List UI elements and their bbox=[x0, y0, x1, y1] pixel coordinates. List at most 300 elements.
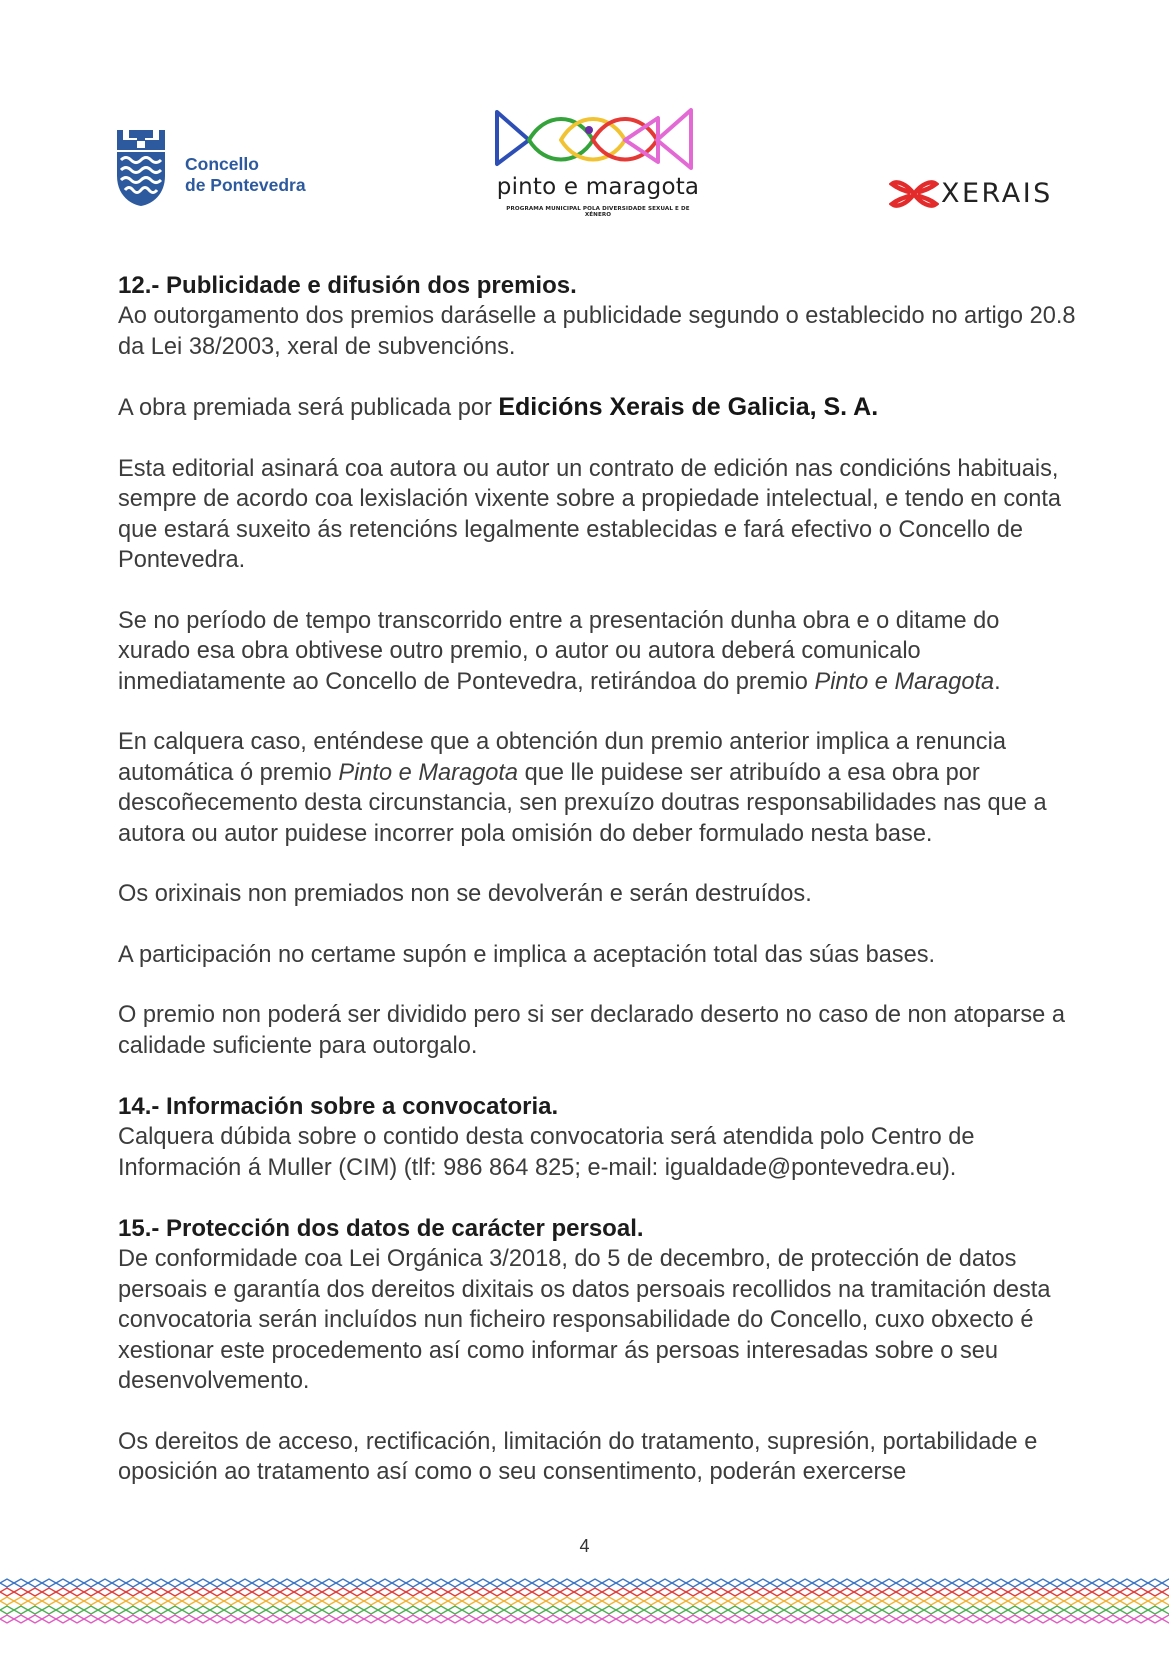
border-fish-shape bbox=[126, 1615, 140, 1623]
border-fish-shape bbox=[966, 1588, 980, 1596]
border-fish-shape bbox=[854, 1615, 868, 1623]
border-fish-shape bbox=[742, 1615, 756, 1623]
border-fish-shape bbox=[378, 1579, 392, 1587]
border-fish-shape bbox=[350, 1588, 364, 1596]
border-fish-shape bbox=[210, 1579, 224, 1587]
border-fish-shape bbox=[868, 1597, 882, 1605]
border-fish-shape bbox=[336, 1606, 350, 1614]
border-fish-shape bbox=[98, 1606, 112, 1614]
border-fish-shape bbox=[28, 1588, 42, 1596]
border-fish-shape bbox=[588, 1588, 602, 1596]
border-fish-shape bbox=[168, 1579, 182, 1587]
section-14-heading: 14.- Información sobre a convocatoria. bbox=[118, 1093, 559, 1120]
border-fish-shape bbox=[756, 1615, 770, 1623]
border-fish-shape bbox=[420, 1579, 434, 1587]
border-fish-shape bbox=[840, 1606, 854, 1614]
pontevedra-shield-icon bbox=[117, 130, 165, 206]
border-fish-shape bbox=[84, 1606, 98, 1614]
border-fish-shape bbox=[1120, 1579, 1134, 1587]
border-fish-shape bbox=[0, 1606, 14, 1614]
border-fish-shape bbox=[994, 1588, 1008, 1596]
border-fish-shape bbox=[882, 1606, 896, 1614]
border-fish-shape bbox=[630, 1588, 644, 1596]
border-fish-shape bbox=[644, 1588, 658, 1596]
border-fish-shape bbox=[28, 1597, 42, 1605]
border-fish-shape bbox=[126, 1597, 140, 1605]
border-fish-shape bbox=[294, 1597, 308, 1605]
border-fish-shape bbox=[812, 1588, 826, 1596]
border-fish-shape bbox=[714, 1579, 728, 1587]
section-15-paragraph-1: De conformidade coa Lei Orgánica 3/2018, do 5 de decembro, de protección de datos persoais e garantía dos dereitos dixitais os datos persoais recollidos na tramitación desta convocatoria serán incluídos nun ficheiro responsabilidade do Concello, cuxo obxecto é xestionar este procedemento así como informar ás persoas interesadas sobre o seu desenvolvemento. bbox=[118, 1246, 1051, 1394]
border-fish-shape bbox=[490, 1597, 504, 1605]
border-fish-shape bbox=[630, 1606, 644, 1614]
border-fish-shape bbox=[154, 1597, 168, 1605]
border-fish-shape bbox=[224, 1606, 238, 1614]
border-fish-shape bbox=[84, 1588, 98, 1596]
border-fish-shape bbox=[574, 1588, 588, 1596]
border-fish-shape bbox=[588, 1606, 602, 1614]
border-fish-shape bbox=[378, 1597, 392, 1605]
border-fish-shape bbox=[1120, 1588, 1134, 1596]
border-fish-shape bbox=[1120, 1615, 1134, 1623]
border-fish-shape bbox=[56, 1597, 70, 1605]
border-fish-shape bbox=[140, 1615, 154, 1623]
border-fish-shape bbox=[1134, 1579, 1148, 1587]
border-fish-shape bbox=[280, 1579, 294, 1587]
border-fish-shape bbox=[224, 1588, 238, 1596]
border-fish-shape bbox=[686, 1615, 700, 1623]
border-fish-shape bbox=[644, 1615, 658, 1623]
border-fish-shape bbox=[182, 1597, 196, 1605]
border-fish-shape bbox=[252, 1588, 266, 1596]
border-fish-shape bbox=[266, 1606, 280, 1614]
border-fish-shape bbox=[70, 1579, 84, 1587]
border-fish-shape bbox=[742, 1588, 756, 1596]
border-fish-shape bbox=[1078, 1597, 1092, 1605]
border-fish-shape bbox=[84, 1597, 98, 1605]
border-fish-shape bbox=[560, 1597, 574, 1605]
border-fish-shape bbox=[868, 1615, 882, 1623]
border-fish-shape bbox=[126, 1579, 140, 1587]
border-fish-shape bbox=[742, 1597, 756, 1605]
section-15-heading: 15.- Protección dos datos de carácter persoal. bbox=[118, 1215, 644, 1242]
border-fish-shape bbox=[490, 1579, 504, 1587]
border-fish-shape bbox=[1134, 1615, 1148, 1623]
border-fish-shape bbox=[658, 1606, 672, 1614]
border-fish-shape bbox=[140, 1597, 154, 1605]
border-fish-shape bbox=[728, 1588, 742, 1596]
border-fish-shape bbox=[756, 1606, 770, 1614]
border-fish-shape bbox=[70, 1588, 84, 1596]
border-fish-shape bbox=[616, 1606, 630, 1614]
border-fish-shape bbox=[1092, 1615, 1106, 1623]
border-fish-shape bbox=[70, 1606, 84, 1614]
border-fish-shape bbox=[1148, 1579, 1162, 1587]
border-fish-shape bbox=[224, 1597, 238, 1605]
border-fish-shape bbox=[630, 1615, 644, 1623]
border-fish-shape bbox=[406, 1579, 420, 1587]
border-fish-shape bbox=[196, 1579, 210, 1587]
fish-chain-icon bbox=[493, 106, 703, 172]
border-fish-shape bbox=[770, 1579, 784, 1587]
border-fish-shape bbox=[238, 1606, 252, 1614]
border-fish-shape bbox=[672, 1615, 686, 1623]
border-fish-shape bbox=[574, 1606, 588, 1614]
border-fish-shape bbox=[210, 1615, 224, 1623]
border-fish-shape bbox=[294, 1588, 308, 1596]
border-fish-shape bbox=[658, 1597, 672, 1605]
border-fish-shape bbox=[322, 1597, 336, 1605]
border-fish-shape bbox=[70, 1615, 84, 1623]
border-fish-shape bbox=[812, 1615, 826, 1623]
border-fish-shape bbox=[826, 1606, 840, 1614]
border-fish-shape bbox=[336, 1615, 350, 1623]
border-fish-shape bbox=[672, 1579, 686, 1587]
border-fish-shape bbox=[308, 1588, 322, 1596]
border-fish-shape bbox=[784, 1579, 798, 1587]
border-fish-shape bbox=[56, 1588, 70, 1596]
border-fish-shape bbox=[1050, 1615, 1064, 1623]
border-fish-shape bbox=[462, 1588, 476, 1596]
border-fish-shape bbox=[630, 1597, 644, 1605]
border-fish-shape bbox=[518, 1606, 532, 1614]
section-12-paragraph-3: Esta editorial asinará coa autora ou autor un contrato de edición nas condicións habituais, sempre de acordo coa lexislación vixente sobre a propiedade intelectual, e tendo en conta que estará suxeito ás retencións legalmente establecidas e fará efectivo o Concello de Pontevedra. bbox=[118, 455, 1062, 573]
border-fish-shape bbox=[658, 1579, 672, 1587]
border-fish-shape bbox=[560, 1615, 574, 1623]
border-fish-shape bbox=[966, 1615, 980, 1623]
border-fish-shape bbox=[728, 1606, 742, 1614]
border-fish-shape bbox=[1148, 1615, 1162, 1623]
border-fish-shape bbox=[350, 1606, 364, 1614]
border-fish-shape bbox=[952, 1597, 966, 1605]
border-fish-shape bbox=[868, 1588, 882, 1596]
border-fish-shape bbox=[210, 1597, 224, 1605]
border-fish-shape bbox=[182, 1606, 196, 1614]
border-fish-shape bbox=[1064, 1597, 1078, 1605]
border-fish-shape bbox=[84, 1579, 98, 1587]
border-fish-shape bbox=[196, 1588, 210, 1596]
border-fish-shape bbox=[910, 1606, 924, 1614]
border-fish-shape bbox=[28, 1606, 42, 1614]
border-fish-shape bbox=[420, 1615, 434, 1623]
paragraph-5-end: que lle puidese ser atribuído a esa obra por descoñecemento desta circunstancia, sen prexuízo doutras responsabilidades nas que a autora ou autor puidese incorrer pola omisión do deber formulado nesta base. bbox=[118, 759, 1047, 847]
border-fish-shape bbox=[112, 1606, 126, 1614]
border-fish-shape bbox=[56, 1579, 70, 1587]
border-fish-shape bbox=[910, 1615, 924, 1623]
border-fish-shape bbox=[1148, 1597, 1162, 1605]
border-fish-shape bbox=[1120, 1606, 1134, 1614]
border-fish-shape bbox=[1050, 1606, 1064, 1614]
border-fish-shape bbox=[980, 1579, 994, 1587]
border-fish-shape bbox=[14, 1588, 28, 1596]
border-fish-shape bbox=[1106, 1588, 1120, 1596]
border-fish-shape bbox=[966, 1579, 980, 1587]
border-fish-shape bbox=[420, 1606, 434, 1614]
border-fish-shape bbox=[840, 1588, 854, 1596]
border-fish-shape bbox=[854, 1579, 868, 1587]
border-fish-shape bbox=[182, 1579, 196, 1587]
border-fish-shape bbox=[210, 1606, 224, 1614]
document-body bbox=[118, 270, 1078, 1488]
border-fish-shape bbox=[938, 1579, 952, 1587]
border-fish-shape bbox=[588, 1579, 602, 1587]
border-fish-shape bbox=[1036, 1588, 1050, 1596]
border-fish-shape bbox=[518, 1579, 532, 1587]
border-fish-shape bbox=[420, 1588, 434, 1596]
border-fish-shape bbox=[1148, 1588, 1162, 1596]
border-fish-shape bbox=[1022, 1597, 1036, 1605]
border-fish-shape bbox=[476, 1615, 490, 1623]
border-fish-shape bbox=[742, 1579, 756, 1587]
border-fish-shape bbox=[574, 1579, 588, 1587]
border-fish-shape bbox=[378, 1588, 392, 1596]
border-fish-shape bbox=[1162, 1615, 1169, 1623]
border-fish-shape bbox=[980, 1615, 994, 1623]
border-fish-shape bbox=[168, 1615, 182, 1623]
border-fish-shape bbox=[252, 1606, 266, 1614]
border-fish-shape bbox=[882, 1579, 896, 1587]
border-fish-shape bbox=[672, 1597, 686, 1605]
border-fish-shape bbox=[602, 1615, 616, 1623]
border-fish-shape bbox=[322, 1615, 336, 1623]
border-fish-shape bbox=[364, 1588, 378, 1596]
border-fish-shape bbox=[392, 1588, 406, 1596]
border-fish-shape bbox=[448, 1588, 462, 1596]
border-fish-shape bbox=[196, 1615, 210, 1623]
border-fish-shape bbox=[364, 1606, 378, 1614]
border-fish-shape bbox=[182, 1588, 196, 1596]
border-fish-shape bbox=[280, 1597, 294, 1605]
border-fish-shape bbox=[700, 1615, 714, 1623]
border-fish-shape bbox=[728, 1597, 742, 1605]
border-fish-shape bbox=[812, 1597, 826, 1605]
border-fish-shape bbox=[966, 1606, 980, 1614]
border-fish-shape bbox=[196, 1597, 210, 1605]
section-12-heading: 12.- Publicidade e difusión dos premios. bbox=[118, 272, 577, 299]
border-fish-shape bbox=[784, 1588, 798, 1596]
border-fish-shape bbox=[98, 1615, 112, 1623]
border-fish-shape bbox=[266, 1597, 280, 1605]
border-fish-shape bbox=[14, 1606, 28, 1614]
border-fish-shape bbox=[406, 1597, 420, 1605]
border-fish-shape bbox=[224, 1579, 238, 1587]
border-fish-shape bbox=[560, 1579, 574, 1587]
border-fish-shape bbox=[140, 1579, 154, 1587]
border-fish-shape bbox=[336, 1588, 350, 1596]
border-fish-shape bbox=[448, 1615, 462, 1623]
border-fish-shape bbox=[560, 1606, 574, 1614]
xerais-logo bbox=[889, 176, 1079, 216]
border-fish-shape bbox=[546, 1588, 560, 1596]
border-fish-shape bbox=[434, 1606, 448, 1614]
border-fish-shape bbox=[686, 1606, 700, 1614]
border-fish-shape bbox=[364, 1615, 378, 1623]
border-fish-shape bbox=[98, 1597, 112, 1605]
border-fish-shape bbox=[518, 1615, 532, 1623]
border-fish-shape bbox=[784, 1597, 798, 1605]
border-fish-shape bbox=[238, 1579, 252, 1587]
prize-name: Pinto e Maragota bbox=[814, 668, 995, 695]
border-fish-shape bbox=[1092, 1588, 1106, 1596]
border-fish-shape bbox=[476, 1606, 490, 1614]
section-12-paragraph-1: Ao outorgamento dos premios daráselle a publicidade segundo o establecido no artigo 20.8 da Lei 38/2003, xeral de subvencións. bbox=[118, 303, 1076, 360]
border-fish-shape bbox=[546, 1597, 560, 1605]
border-fish-shape bbox=[1120, 1597, 1134, 1605]
border-fish-shape bbox=[392, 1606, 406, 1614]
border-fish-shape bbox=[798, 1588, 812, 1596]
border-fish-shape bbox=[700, 1606, 714, 1614]
border-fish-shape bbox=[910, 1579, 924, 1587]
border-fish-shape bbox=[546, 1579, 560, 1587]
border-fish-shape bbox=[672, 1588, 686, 1596]
border-fish-shape bbox=[28, 1579, 42, 1587]
border-fish-shape bbox=[924, 1615, 938, 1623]
border-fish-shape bbox=[644, 1579, 658, 1587]
border-fish-shape bbox=[938, 1606, 952, 1614]
border-fish-shape bbox=[322, 1579, 336, 1587]
border-fish-shape bbox=[168, 1588, 182, 1596]
border-fish-shape bbox=[280, 1588, 294, 1596]
border-fish-shape bbox=[616, 1588, 630, 1596]
border-fish-shape bbox=[1036, 1597, 1050, 1605]
border-fish-shape bbox=[1078, 1615, 1092, 1623]
paragraph-5-text: En calquera caso, enténdese que a obtención dun premio anterior implica a renuncia automática ó premio bbox=[118, 729, 1006, 786]
xerais-butterfly-icon bbox=[889, 176, 939, 212]
border-fish-shape bbox=[770, 1588, 784, 1596]
border-fish-shape bbox=[1050, 1597, 1064, 1605]
border-fish-shape bbox=[112, 1615, 126, 1623]
border-fish-shape bbox=[294, 1606, 308, 1614]
border-fish-shape bbox=[798, 1579, 812, 1587]
border-fish-shape bbox=[714, 1588, 728, 1596]
border-fish-shape bbox=[504, 1588, 518, 1596]
border-fish-shape bbox=[476, 1579, 490, 1587]
border-fish-shape bbox=[98, 1579, 112, 1587]
border-fish-shape bbox=[1022, 1606, 1036, 1614]
border-fish-shape bbox=[896, 1588, 910, 1596]
border-fish-shape bbox=[56, 1606, 70, 1614]
border-fish-shape bbox=[994, 1579, 1008, 1587]
pinto-logo-subtitle: PROGRAMA MUNICIPAL POLA DIVERSIDADE SEXUAL E DE XÉNERO bbox=[506, 206, 690, 218]
border-fish-shape bbox=[1092, 1606, 1106, 1614]
border-fish-shape bbox=[686, 1579, 700, 1587]
page-number: 4 bbox=[579, 1536, 590, 1556]
publisher-sentence: A obra premiada será publicada por bbox=[118, 395, 499, 421]
border-fish-shape bbox=[84, 1615, 98, 1623]
border-fish-shape bbox=[0, 1579, 14, 1587]
section-12-paragraph-8: O premio non poderá ser dividido pero si ser declarado deserto no caso de non atoparse a calidade suficiente para outorgalo. bbox=[118, 1002, 1065, 1059]
section-14-paragraph-1: Calquera dúbida sobre o contido desta convocatoria será atendida polo Centro de Información á Muller (CIM) (tlf: 986 864 825; e-mail: igualdade@pontevedra.eu). bbox=[118, 1124, 975, 1181]
border-fish-shape bbox=[14, 1579, 28, 1587]
border-fish-shape bbox=[588, 1615, 602, 1623]
border-fish-shape bbox=[714, 1597, 728, 1605]
border-fish-shape bbox=[266, 1579, 280, 1587]
border-fish-shape bbox=[322, 1606, 336, 1614]
border-fish-shape bbox=[504, 1606, 518, 1614]
border-fish-shape bbox=[798, 1597, 812, 1605]
border-fish-shape bbox=[294, 1615, 308, 1623]
decorative-fish-border bbox=[0, 1578, 1169, 1628]
border-fish-shape bbox=[336, 1597, 350, 1605]
border-fish-shape bbox=[630, 1579, 644, 1587]
border-fish-shape bbox=[0, 1588, 14, 1596]
border-fish-shape bbox=[56, 1615, 70, 1623]
border-fish-shape bbox=[784, 1606, 798, 1614]
border-fish-shape bbox=[1134, 1588, 1148, 1596]
border-fish-shape bbox=[742, 1606, 756, 1614]
border-fish-shape bbox=[546, 1615, 560, 1623]
border-fish-shape bbox=[980, 1606, 994, 1614]
border-fish-shape bbox=[602, 1597, 616, 1605]
border-fish-shape bbox=[1134, 1597, 1148, 1605]
border-fish-shape bbox=[952, 1579, 966, 1587]
border-fish-shape bbox=[1078, 1579, 1092, 1587]
border-fish-shape bbox=[700, 1579, 714, 1587]
border-fish-shape bbox=[1106, 1579, 1120, 1587]
border-fish-shape bbox=[378, 1606, 392, 1614]
border-fish-shape bbox=[462, 1597, 476, 1605]
section-12-paragraph-7: A participación no certame supón e implica a aceptación total das súas bases. bbox=[118, 941, 936, 968]
border-fish-shape bbox=[1036, 1615, 1050, 1623]
border-fish-shape bbox=[154, 1615, 168, 1623]
border-fish-shape bbox=[826, 1588, 840, 1596]
border-fish-shape bbox=[938, 1615, 952, 1623]
border-fish-shape bbox=[770, 1597, 784, 1605]
border-fish-shape bbox=[840, 1597, 854, 1605]
border-fish-shape bbox=[854, 1588, 868, 1596]
border-fish-shape bbox=[728, 1579, 742, 1587]
border-fish-shape bbox=[1022, 1615, 1036, 1623]
publisher-name: Edicións Xerais de Galicia, S. A. bbox=[498, 393, 879, 421]
border-fish-shape bbox=[0, 1615, 14, 1623]
border-fish-shape bbox=[686, 1588, 700, 1596]
border-fish-shape bbox=[924, 1606, 938, 1614]
border-fish-shape bbox=[1064, 1606, 1078, 1614]
border-fish-shape bbox=[252, 1615, 266, 1623]
border-fish-shape bbox=[1064, 1579, 1078, 1587]
border-fish-shape bbox=[644, 1597, 658, 1605]
border-fish-shape bbox=[1162, 1597, 1169, 1605]
border-fish-shape bbox=[770, 1606, 784, 1614]
border-fish-shape bbox=[392, 1579, 406, 1587]
border-fish-shape bbox=[1008, 1597, 1022, 1605]
border-fish-shape bbox=[700, 1588, 714, 1596]
border-fish-shape bbox=[252, 1597, 266, 1605]
border-fish-shape bbox=[574, 1597, 588, 1605]
border-fish-shape bbox=[378, 1615, 392, 1623]
border-fish-shape bbox=[924, 1579, 938, 1587]
border-fish-shape bbox=[854, 1597, 868, 1605]
border-fish-shape bbox=[504, 1597, 518, 1605]
border-fish-shape bbox=[112, 1579, 126, 1587]
border-fish-shape bbox=[714, 1615, 728, 1623]
border-fish-shape bbox=[868, 1579, 882, 1587]
section-12-paragraph-5 bbox=[118, 727, 1078, 849]
border-fish-shape bbox=[42, 1597, 56, 1605]
border-fish-shape bbox=[140, 1588, 154, 1596]
border-fish-shape bbox=[574, 1615, 588, 1623]
border-fish-shape bbox=[952, 1606, 966, 1614]
border-fish-shape bbox=[1064, 1615, 1078, 1623]
border-fish-shape bbox=[798, 1615, 812, 1623]
border-fish-shape bbox=[924, 1588, 938, 1596]
border-fish-shape bbox=[14, 1615, 28, 1623]
border-fish-shape bbox=[896, 1597, 910, 1605]
border-fish-shape bbox=[924, 1597, 938, 1605]
xerais-logo-text: XERAIS bbox=[941, 178, 1053, 209]
border-fish-shape bbox=[42, 1579, 56, 1587]
border-fish-shape bbox=[238, 1615, 252, 1623]
